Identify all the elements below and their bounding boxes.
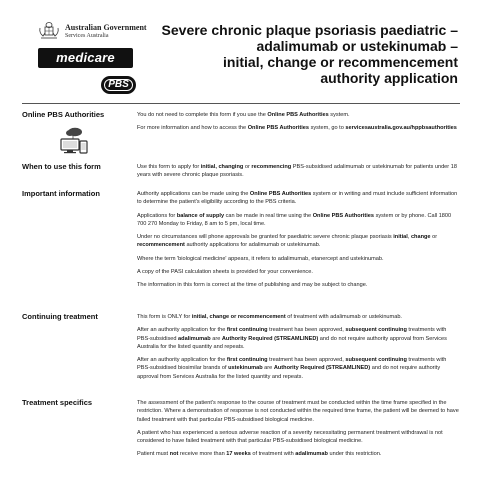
computer-mobile-icon <box>56 127 90 155</box>
paragraph <box>137 399 460 424</box>
section-body-important <box>137 190 460 295</box>
coat-of-arms-icon <box>38 21 60 40</box>
text-run: Under no circumstances will phone approvals be granted for paediatric severe chronic plaque psoriasis <box>137 234 394 241</box>
text-run: system or in writing and must include sufficient information to determine the patient's eligibility according to the PBS criteria. <box>137 191 458 206</box>
text-run: Patient must <box>137 451 170 458</box>
bold-text: adalimumab <box>178 335 211 342</box>
text-run: under this restriction. <box>327 451 382 458</box>
bold-text: initial, change or recommencement <box>191 314 286 320</box>
paragraph <box>137 268 460 276</box>
paragraph <box>137 429 460 446</box>
form-title <box>158 22 458 86</box>
form-header <box>0 0 480 104</box>
form-title-line: Severe chronic plaque psoriasis paediatric – <box>161 22 458 38</box>
paragraph <box>137 124 460 132</box>
text-run: treatments with PBS-subsidised biosimilar brands of <box>137 357 447 372</box>
bold-text: ustekinumab <box>228 365 263 372</box>
paragraph <box>137 163 460 180</box>
text-run: system or by phone. Call 1800 700 270 Monday to Friday, 8 am to 5 pm, local time. <box>137 212 452 227</box>
text-run: receive more than <box>178 451 227 458</box>
text-run: The assessment of the patient's response to the course of treatment must be conducted within the time frame specified in the restriction. Where a demonstration of response is not conducted within the required time frame, the patient will be deemed to have failed treatment with that particular PBS-subsidised biological medicine. <box>137 400 459 423</box>
bold-text: subsequent continuing <box>345 327 407 334</box>
paragraph <box>137 233 460 250</box>
text-run: treatment has been approved, <box>267 357 346 364</box>
text-run: For more information and how to access the <box>137 125 248 132</box>
header-divider <box>22 103 460 104</box>
paragraph <box>137 326 460 351</box>
text-run: are <box>210 335 222 342</box>
text-run: , <box>407 234 411 241</box>
paragraph <box>137 212 460 229</box>
agency-name: Services Australia <box>65 33 109 39</box>
text-run: After an authority application for the <box>137 357 227 364</box>
text-run: system. <box>328 112 350 118</box>
text-run: system, go to <box>309 125 346 132</box>
form-title-line: adalimumab or ustekinumab – <box>256 38 458 54</box>
text-run: You do not need to complete this form if you use the <box>137 112 268 118</box>
text-run: Where the term 'biological medicine' appears, it refers to adalimumab, etanercept and ustekinumab. <box>137 255 384 262</box>
bold-text: first continuing <box>226 327 268 334</box>
text-run: A copy of the PASI calculation sheets is provided for your convenience. <box>137 269 313 276</box>
bold-text: 17 weeks <box>226 451 251 458</box>
text-run: The information in this form is correct at the time of publishing and may be subject to change. <box>137 282 368 289</box>
text-run: of treatment with adalimumab or ustekinumab. <box>285 314 402 320</box>
bold-text: initial, changing <box>200 164 244 170</box>
bold-text: Authority Required (STREAMLINED) <box>273 365 371 372</box>
text-run: of treatment with <box>250 451 296 458</box>
text-run: or <box>243 164 252 170</box>
bold-text: subsequent continuing <box>345 357 407 364</box>
text-run: authority applications for adalimumab or ustekinumab. <box>184 242 321 249</box>
pbs-logo <box>101 76 136 94</box>
text-run: This form is ONLY for <box>137 314 192 320</box>
bold-text: Online PBS Authorities <box>247 125 310 132</box>
pbs-logo-text: PBS <box>108 79 129 90</box>
section-label-important: Important information <box>22 189 100 198</box>
form-title-line: initial, change or recommencement <box>223 54 458 70</box>
text-run: A patient who has experienced a serious adverse reaction of a severity necessitating permanent treatment withdrawal is not considered to have failed treatment with that particular PBS-subsidised biological medicine. <box>137 429 443 445</box>
text-run: treatments with PBS-subsidised <box>137 327 447 342</box>
paragraph <box>137 313 460 321</box>
text-run: treatment has been approved, <box>267 327 346 334</box>
bold-text: Online PBS Authorities <box>312 212 375 219</box>
section-label-continuing: Continuing treatment <box>22 312 98 321</box>
text-run: Applications for <box>137 212 177 219</box>
section-body-continuing <box>137 313 460 386</box>
text-run: and do not require authority approval from Services Australia for the listed quantity and repeats. <box>137 365 441 380</box>
paragraph <box>137 255 460 263</box>
paragraph <box>137 190 460 207</box>
paragraph <box>137 356 460 381</box>
bold-text: recommencement <box>137 242 185 249</box>
pbs-logo-border <box>104 79 133 91</box>
text-run: PBS-subsidised adalimumab or ustekinumab for patients under 18 years with severe chronic plaque psoriasis. <box>137 164 457 179</box>
bold-text: first continuing <box>226 357 268 364</box>
text-run: Use this form to apply for <box>137 164 201 170</box>
bold-text: recommencing <box>251 164 292 170</box>
bold-text: Authority Required (STREAMLINED) <box>221 335 319 342</box>
text-run: Authority applications can be made using the <box>137 191 250 197</box>
medicare-logo: medicare <box>38 48 133 68</box>
section-label-when: When to use this form <box>22 162 101 171</box>
section-label-online: Online PBS Authorities <box>22 110 105 119</box>
text-run: or <box>430 234 438 241</box>
bold-text: servicesaustralia.gov.au/hppbsauthorities <box>345 125 457 132</box>
section-body-online <box>137 111 460 138</box>
section-body-specifics <box>137 399 460 464</box>
bold-text: balance of supply <box>176 212 225 219</box>
section-label-specifics: Treatment specifics <box>22 398 93 407</box>
paragraph <box>137 281 460 289</box>
text-run: are <box>262 365 274 372</box>
form-title-line: authority application <box>320 70 458 86</box>
bold-text: adalimumab <box>295 451 328 458</box>
paragraph <box>137 111 460 119</box>
bold-text: Online PBS Authorities <box>249 191 312 197</box>
section-body-when <box>137 163 460 185</box>
bold-text: change <box>410 234 431 241</box>
text-run: can be made in real time using the <box>224 212 313 219</box>
bold-text: Online PBS Authorities <box>267 112 329 118</box>
bold-text: not <box>169 451 179 458</box>
government-name: Australian Government <box>65 23 147 32</box>
bold-text: initial <box>393 234 408 241</box>
paragraph <box>137 450 460 458</box>
text-run: and do not require authority approval from Services Australia for the listed quantity and repeats. <box>137 335 447 350</box>
text-run: After an authority application for the <box>137 327 227 334</box>
